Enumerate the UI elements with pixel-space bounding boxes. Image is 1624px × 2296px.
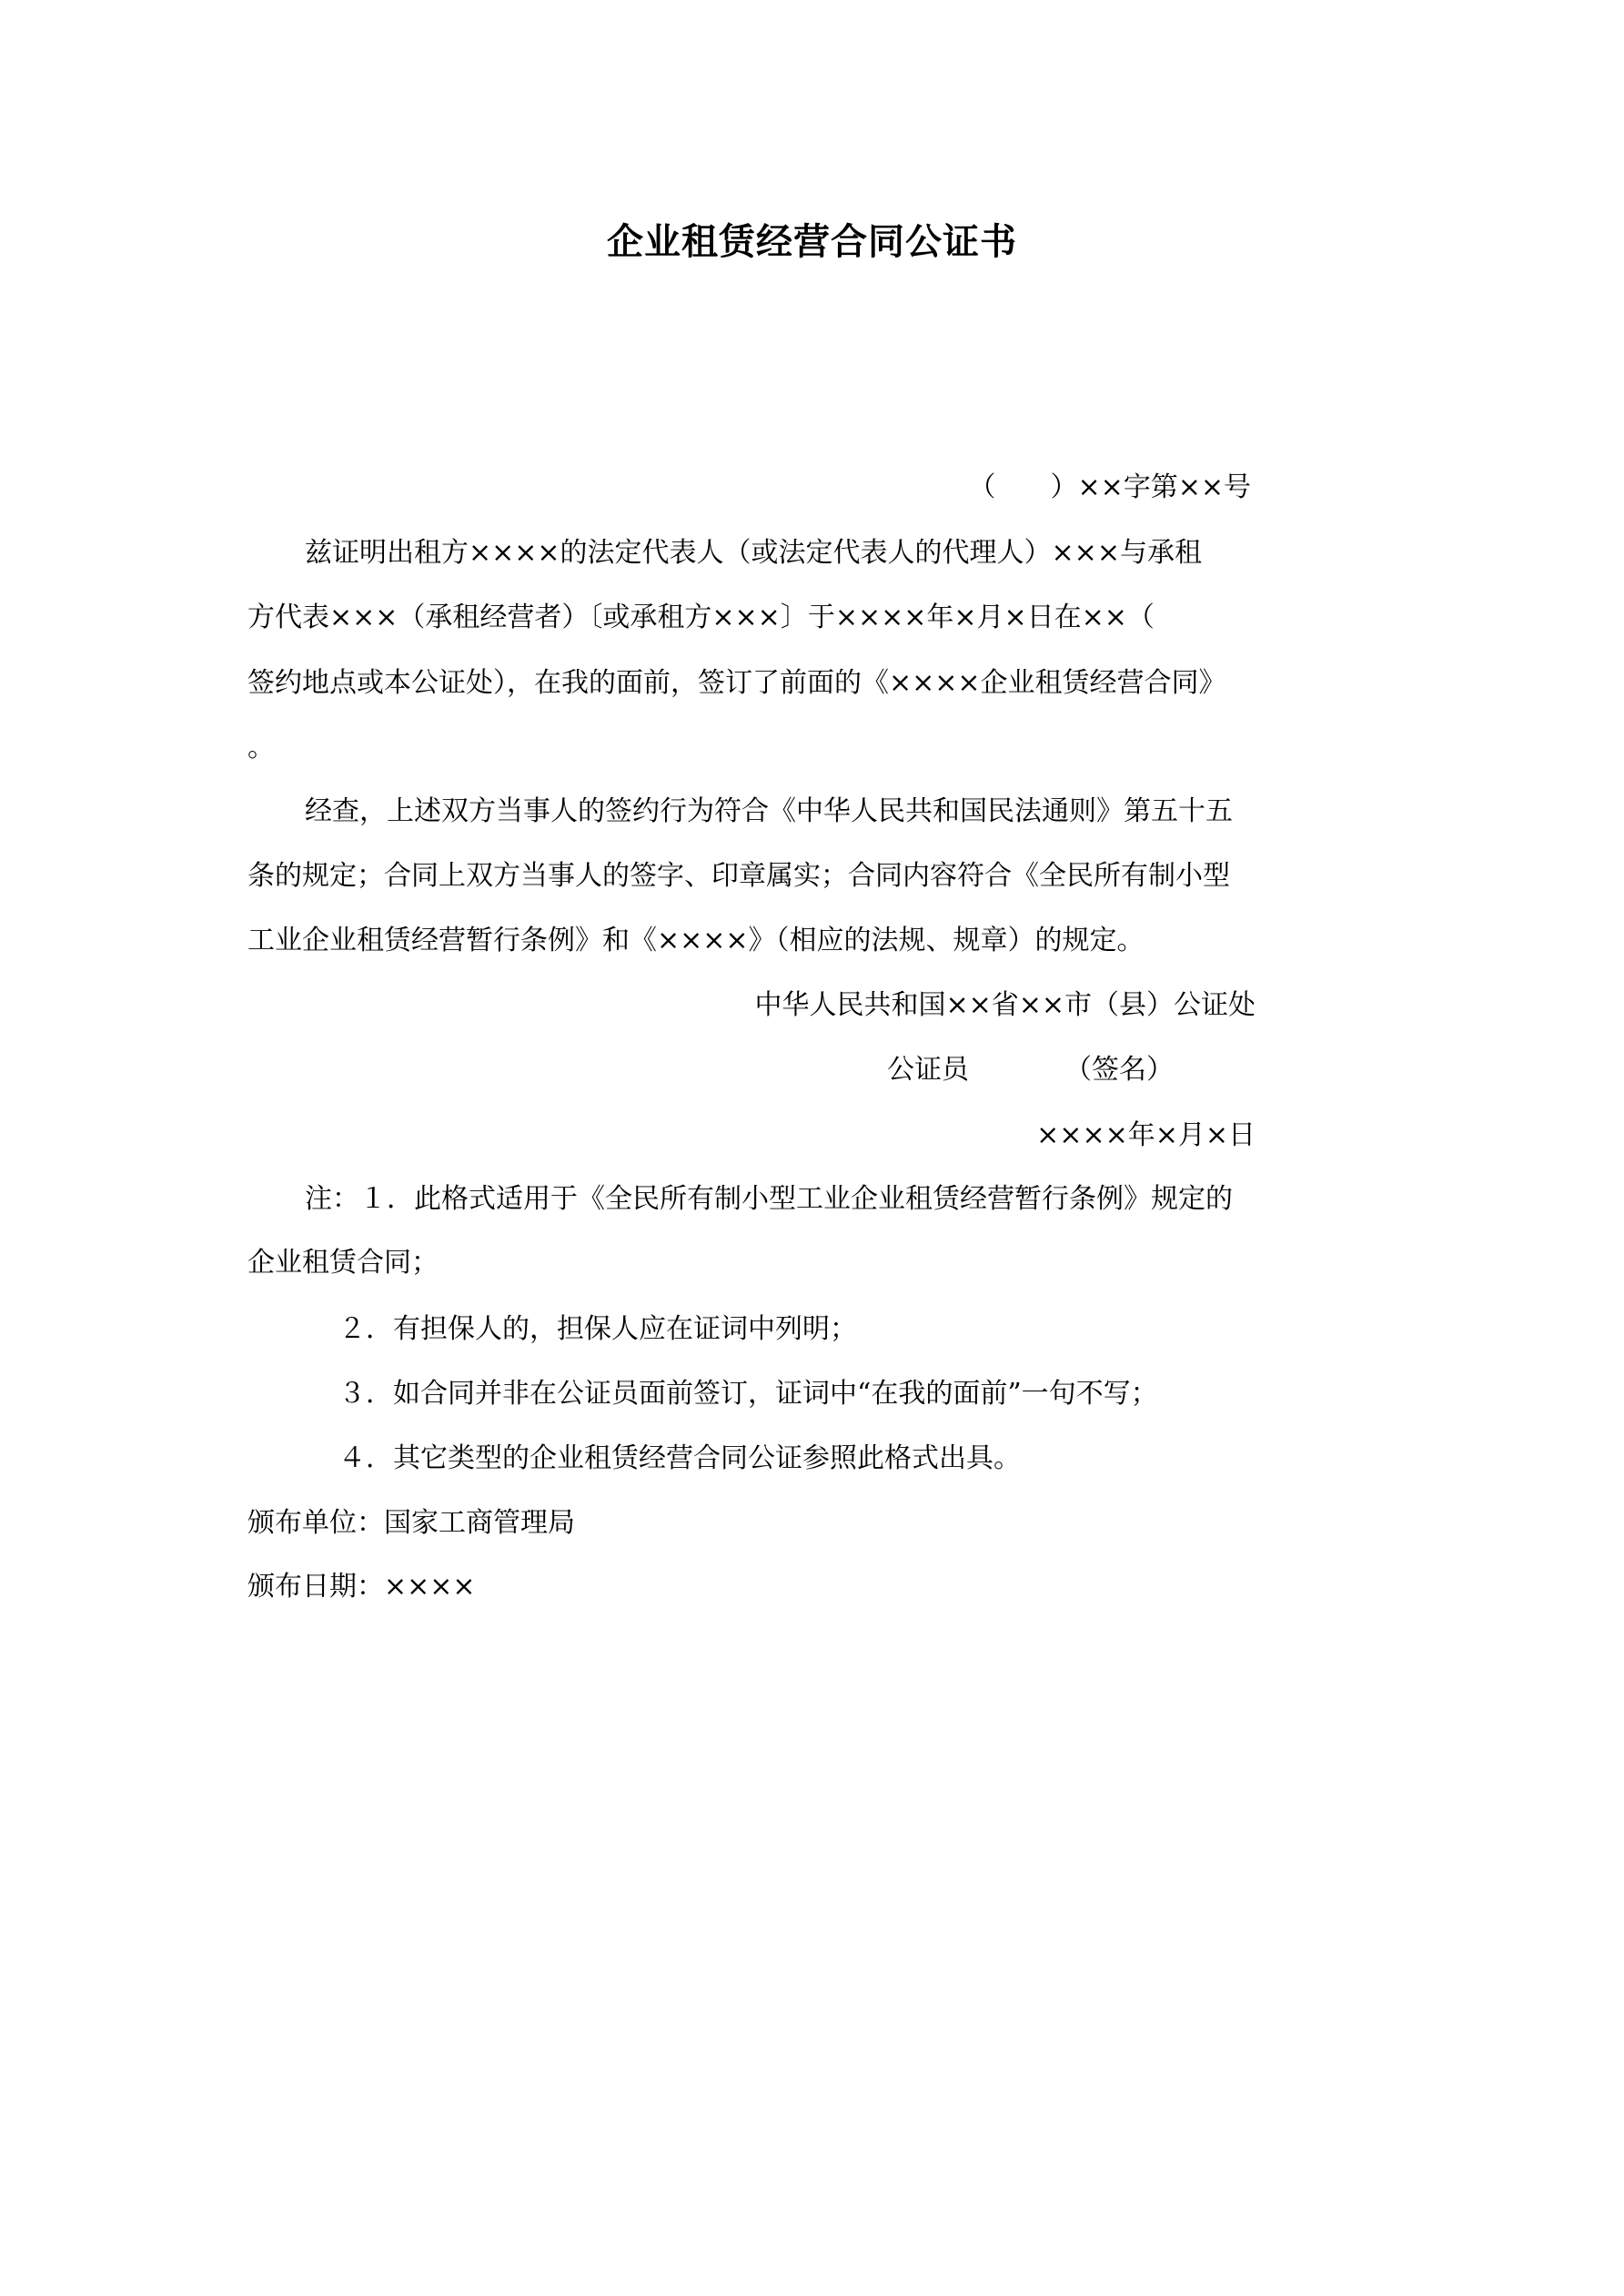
- issuer: 颁布单位：国家工商管理局: [247, 1507, 575, 1539]
- paragraph1-line2: 方代表×××（承租经营者）〔或承租方×××〕于××××年×月×日在××（: [247, 602, 1155, 633]
- note-item3: ３．如合同并非在公证员面前签订，证词中“在我的面前”一句不写；: [338, 1378, 1158, 1410]
- issue-date: 颁布日期：××××: [247, 1571, 476, 1603]
- note-item2: ２．有担保人的，担保人应在证词中列明；: [338, 1313, 857, 1345]
- document-title: 企业租赁经营合同公证书: [607, 220, 1017, 263]
- paragraph1-line1: 兹证明出租方××××的法定代表人（或法定代表人的代理人）×××与承租: [305, 537, 1202, 569]
- document-number: （ ）××字第××号: [968, 471, 1251, 503]
- note-line2: 企业租赁合同；: [247, 1247, 439, 1279]
- note-line1: 注：１．此格式适用于《全民所有制小型工业企业租赁经营暂行条例》规定的: [305, 1183, 1233, 1215]
- certificate-date: ××××年×月×日: [1036, 1119, 1256, 1151]
- paragraph1-line3: 签约地点或本公证处），在我的面前，签订了前面的《××××企业租赁经营合同》: [247, 667, 1226, 699]
- paragraph1-line4: 。: [247, 732, 275, 764]
- notary-office: 中华人民共和国××省××市（县）公证处: [754, 989, 1256, 1021]
- notary-signature: 公证员 （签名）: [887, 1054, 1174, 1086]
- note-item4: ４．其它类型的企业租赁经营合同公证参照此格式出具。: [338, 1442, 1021, 1474]
- paragraph2-line1: 经查，上述双方当事人的签约行为符合《中华人民共和国民法通则》第五十五: [305, 795, 1233, 827]
- paragraph2-line2: 条的规定；合同上双方当事人的签字、印章属实；合同内容符合《全民所有制小型: [247, 860, 1230, 892]
- paragraph2-line3: 工业企业租赁经营暂行条例》和《××××》（相应的法规、规章）的规定。: [247, 925, 1145, 956]
